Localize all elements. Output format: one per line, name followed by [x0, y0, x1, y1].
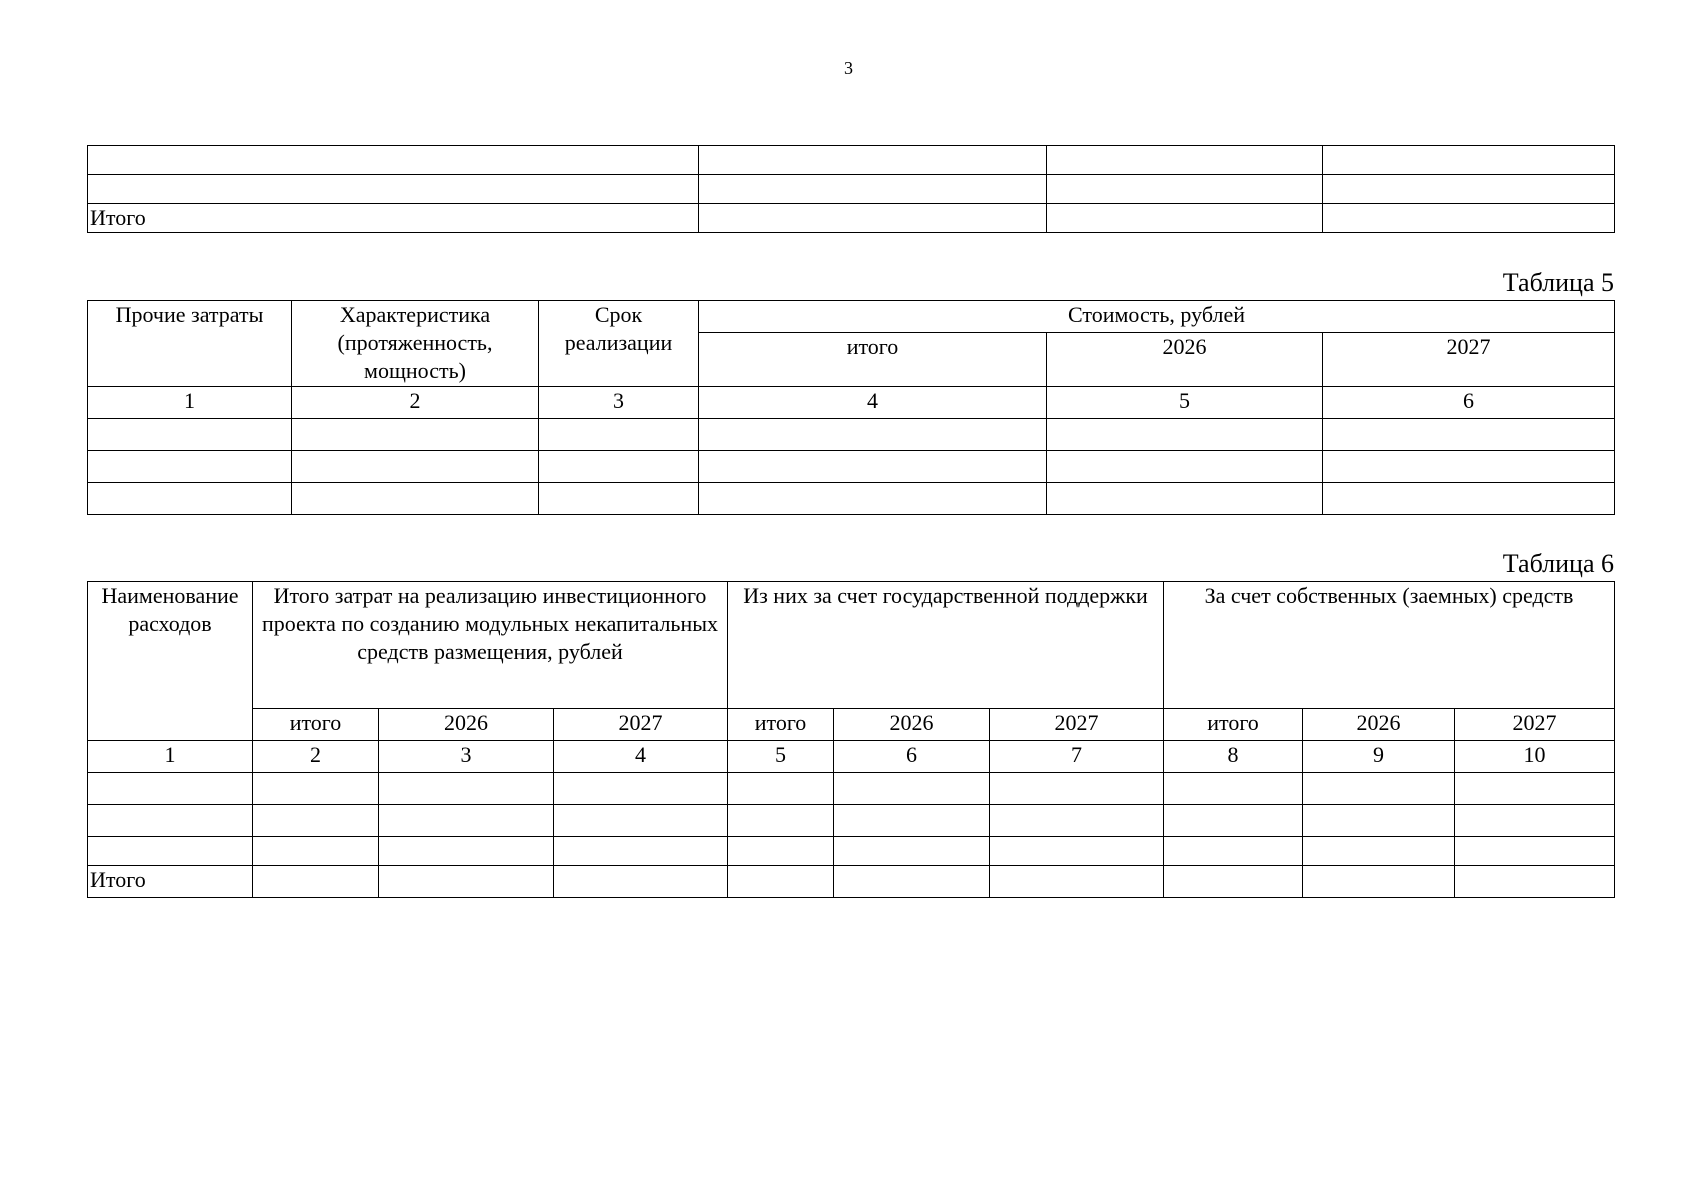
table-cell — [1303, 805, 1455, 837]
table-cell — [834, 805, 990, 837]
column-number: 2 — [292, 387, 539, 419]
table-cell — [539, 451, 699, 483]
table-4-tail — [87, 145, 1614, 233]
table-cell — [1164, 866, 1303, 898]
table-cell — [1323, 204, 1615, 233]
table-cell — [990, 773, 1164, 805]
table-cell — [379, 837, 554, 866]
header-year-2026: 2026 — [379, 709, 554, 741]
table-cell — [699, 175, 1047, 204]
table-cell — [699, 419, 1047, 451]
table-row — [88, 805, 1615, 837]
total-row — [88, 204, 1615, 233]
table-cell — [1303, 773, 1455, 805]
table-row — [88, 451, 1615, 483]
header-year-2026: 2026 — [1303, 709, 1455, 741]
header-other-costs: Прочие затраты — [88, 301, 292, 387]
header-year-2027: 2027 — [1455, 709, 1615, 741]
total-label: Итого — [88, 204, 699, 233]
table-cell — [253, 805, 379, 837]
table-cell — [990, 837, 1164, 866]
table-6 — [87, 581, 1614, 898]
table-cell — [554, 773, 728, 805]
column-number: 2 — [253, 741, 379, 773]
header-row — [88, 709, 1615, 741]
table-cell — [699, 146, 1047, 175]
table-cell — [253, 866, 379, 898]
table-cell — [1455, 837, 1615, 866]
table-cell — [1303, 837, 1455, 866]
column-numbers-row — [88, 387, 1615, 419]
column-number: 4 — [554, 741, 728, 773]
table-row — [88, 419, 1615, 451]
table-cell — [253, 837, 379, 866]
header-total: итого — [253, 709, 379, 741]
table-row — [88, 773, 1615, 805]
table-row — [88, 146, 1615, 175]
table-cell — [88, 805, 253, 837]
column-number: 10 — [1455, 741, 1615, 773]
table-cell — [539, 483, 699, 515]
table-cell — [88, 175, 699, 204]
column-number: 6 — [834, 741, 990, 773]
table-cell — [1455, 805, 1615, 837]
column-number: 1 — [88, 741, 253, 773]
header-year-2027: 2027 — [1323, 333, 1615, 387]
header-row — [88, 582, 1615, 709]
total-row — [88, 866, 1615, 898]
header-expense-name: Наименование расходов — [88, 582, 253, 741]
table-cell — [1323, 419, 1615, 451]
table-5 — [87, 300, 1614, 515]
table-cell — [990, 805, 1164, 837]
header-year-2026: 2026 — [834, 709, 990, 741]
table-cell — [1047, 419, 1323, 451]
table-cell — [88, 773, 253, 805]
table-cell — [292, 483, 539, 515]
table-cell — [699, 451, 1047, 483]
table-cell — [1323, 451, 1615, 483]
table-cell — [728, 773, 834, 805]
table-cell — [728, 837, 834, 866]
header-cost-group: Стоимость, рублей — [699, 301, 1615, 333]
column-number: 7 — [990, 741, 1164, 773]
table-cell — [1047, 204, 1323, 233]
page-number: 3 — [844, 58, 853, 78]
header-term: Срок реализации — [539, 301, 699, 387]
header-row — [88, 301, 1615, 333]
header-year-2027: 2027 — [554, 709, 728, 741]
table-cell — [292, 451, 539, 483]
table-cell — [1047, 451, 1323, 483]
column-number: 5 — [728, 741, 834, 773]
column-number: 9 — [1303, 741, 1455, 773]
table-cell — [1455, 866, 1615, 898]
table-cell — [1323, 483, 1615, 515]
table-cell — [1047, 146, 1323, 175]
table-cell — [728, 805, 834, 837]
table-cell — [379, 866, 554, 898]
header-total: итого — [699, 333, 1047, 387]
table-row — [88, 175, 1615, 204]
header-total: итого — [728, 709, 834, 741]
column-numbers-row — [88, 741, 1615, 773]
column-number: 5 — [1047, 387, 1323, 419]
header-total-costs: Итого затрат на реализацию инвестиционного проекта по созданию модульных некапитальных средств размещения, рублей — [253, 582, 728, 709]
table-cell — [88, 451, 292, 483]
table-row — [88, 837, 1615, 866]
table-cell — [1455, 773, 1615, 805]
table-cell — [728, 866, 834, 898]
table-cell — [554, 837, 728, 866]
column-number: 4 — [699, 387, 1047, 419]
table-cell — [699, 204, 1047, 233]
column-number: 8 — [1164, 741, 1303, 773]
total-label: Итого — [88, 866, 253, 898]
column-number: 6 — [1323, 387, 1615, 419]
table-cell — [379, 805, 554, 837]
table-cell — [539, 419, 699, 451]
table-cell — [1303, 866, 1455, 898]
table-cell — [1047, 483, 1323, 515]
header-own-funds: За счет собственных (заемных) средств — [1164, 582, 1615, 709]
table-cell — [1323, 175, 1615, 204]
table-cell — [88, 146, 699, 175]
column-number: 3 — [379, 741, 554, 773]
table-cell — [379, 773, 554, 805]
table-cell — [834, 866, 990, 898]
column-number: 1 — [88, 387, 292, 419]
table-cell — [554, 866, 728, 898]
table-6-caption: Таблица 6 — [1502, 549, 1614, 578]
table-cell — [1047, 175, 1323, 204]
table-cell — [292, 419, 539, 451]
column-number: 3 — [539, 387, 699, 419]
table-cell — [1164, 837, 1303, 866]
table-row — [88, 483, 1615, 515]
header-state-support: Из них за счет государственной поддержки — [728, 582, 1164, 709]
table-cell — [990, 866, 1164, 898]
table-cell — [1164, 805, 1303, 837]
table-cell — [88, 419, 292, 451]
table-cell — [253, 773, 379, 805]
header-year-2027: 2027 — [990, 709, 1164, 741]
table-cell — [88, 837, 253, 866]
table-cell — [554, 805, 728, 837]
table-cell — [1164, 773, 1303, 805]
header-characteristic: Характеристика (протяженность, мощность) — [292, 301, 539, 387]
table-5-caption: Таблица 5 — [1502, 268, 1614, 297]
table-cell — [834, 773, 990, 805]
header-year-2026: 2026 — [1047, 333, 1323, 387]
table-cell — [834, 837, 990, 866]
table-cell — [699, 483, 1047, 515]
table-cell — [1323, 146, 1615, 175]
header-total: итого — [1164, 709, 1303, 741]
table-cell — [88, 483, 292, 515]
